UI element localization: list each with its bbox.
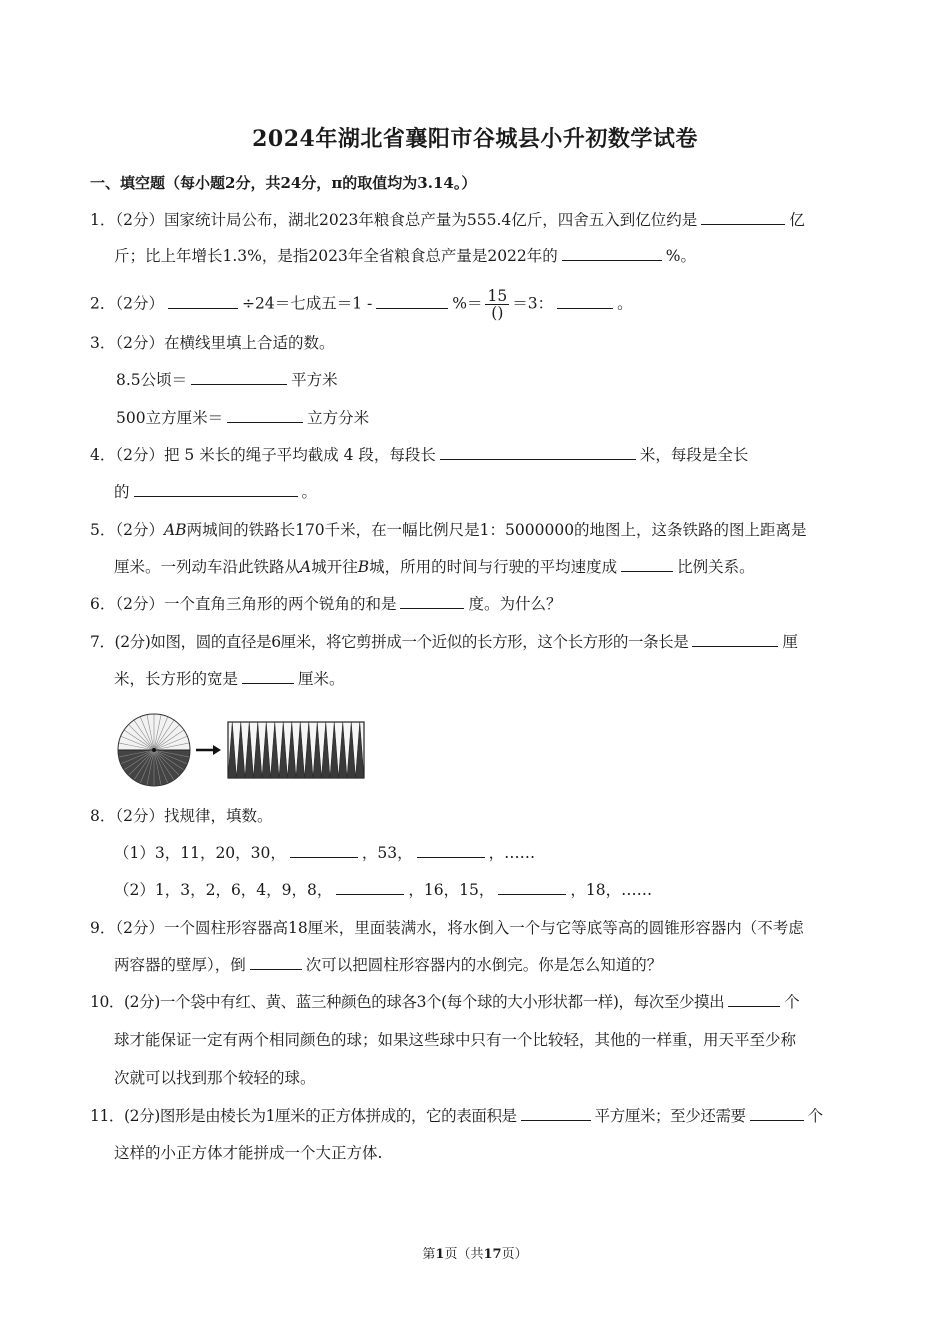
question-11-line-1 xyxy=(90,1106,823,1126)
q8-row2-text-b: ，16，15， xyxy=(408,881,495,899)
q4-text-a: 4．（2分）把 5 米长的绳子平均截成 4 段，每段长 xyxy=(90,446,436,464)
q5-ab: AB xyxy=(163,521,187,539)
q11-blank-2[interactable] xyxy=(750,1106,804,1121)
question-10-line-1 xyxy=(90,992,799,1012)
q2-part-3: ＝3： xyxy=(512,294,554,313)
q9-text-b: 次可以把圆柱形容器内的水倒完。你是怎么知道的？ xyxy=(305,956,663,974)
question-10-line-3: 次就可以找到那个较轻的球。 xyxy=(114,1069,316,1087)
q8-row1-text-c: ，…… xyxy=(488,844,536,862)
q5-city-a: A xyxy=(300,558,312,576)
question-5-line-1 xyxy=(90,520,807,540)
question-1-line-1 xyxy=(90,210,805,230)
question-1-line-2 xyxy=(114,246,696,266)
page-title: 2024年湖北省襄阳市谷城县小升初数学试卷 xyxy=(252,126,698,152)
q3-blank-1[interactable] xyxy=(191,370,287,385)
q8-blank-2[interactable] xyxy=(417,843,485,858)
section-heading: 一、填空题（每小题2分，共24分，π的取值均为3.14。） xyxy=(90,174,477,192)
q5-text-a: 两城间的铁路长170千米，在一幅比例尺是1：5000000的地图上，这条铁路的图上距离是 xyxy=(186,521,807,539)
q5-blank-1[interactable] xyxy=(621,557,673,572)
q3-row2-text-a: 500立方厘米＝ xyxy=(116,409,224,427)
q2-blank-3[interactable] xyxy=(557,294,613,309)
q2-prefix: 2．（2分） xyxy=(90,294,164,313)
page-footer xyxy=(0,1243,950,1262)
footer-page-number: 1 xyxy=(435,1247,445,1262)
q11-text-a: 11．(2分)图形是由棱长为1厘米的正方体拼成的，它的表面积是 xyxy=(90,1107,517,1125)
q2-blank-1[interactable] xyxy=(168,294,238,309)
q5-text-d: 城，所用的时间与行驶的平均速度成 xyxy=(369,558,618,576)
q11-text-b: 平方厘米；至少还需要 xyxy=(594,1107,746,1125)
q10-text-b: 个 xyxy=(784,993,800,1011)
q11-blank-1[interactable] xyxy=(521,1106,591,1121)
sector-circle xyxy=(118,714,190,786)
q8-blank-1[interactable] xyxy=(290,843,358,858)
q2-fraction-denominator[interactable]: () xyxy=(491,304,504,322)
q2-fraction xyxy=(485,288,509,321)
q6-blank-1[interactable] xyxy=(400,594,464,609)
q3-row1-text-b: 平方米 xyxy=(291,371,338,389)
question-6-line xyxy=(90,594,562,614)
q5-prefix: 5．（2分） xyxy=(90,521,164,539)
question-3-line-1: 3．（2分）在横线里填上合适的数。 xyxy=(90,334,335,352)
q7-blank-1[interactable] xyxy=(692,632,778,647)
q4-text-c: 的 xyxy=(114,483,130,501)
q3-row2-text-b: 立方分米 xyxy=(307,409,370,427)
q9-blank-1[interactable] xyxy=(250,955,302,970)
q8-row1-text-a: （1）3，11，20，30， xyxy=(114,844,286,862)
q8-blank-3[interactable] xyxy=(336,880,404,895)
question-5-line-2 xyxy=(114,557,755,577)
q7-text-c: 米，长方形的宽是 xyxy=(114,670,239,688)
question-2-line xyxy=(90,288,633,321)
question-4-line-1 xyxy=(90,445,748,465)
q4-text-d: 。 xyxy=(301,483,318,501)
question-3-row-1 xyxy=(116,370,338,390)
q7-blank-2[interactable] xyxy=(242,669,294,684)
footer-text-c: 页） xyxy=(501,1247,528,1262)
q7-text-a: 7．(2分)如图，圆的直径是6厘米，将它剪拼成一个近似的长方形，这个长方形的一条长是 xyxy=(90,633,689,651)
q5-text-b: 厘米。一列动车沿此铁路从 xyxy=(114,558,301,576)
q7-text-b: 厘 xyxy=(782,633,798,651)
question-11-line-2: 这样的小正方体才能拼成一个大正方体. xyxy=(114,1144,383,1162)
q6-text-a: 6．（2分）一个直角三角形的两个锐角的和是 xyxy=(90,595,397,613)
q10-blank-1[interactable] xyxy=(728,992,780,1007)
question-9-line-1: 9．（2分）一个圆柱形容器高18厘米，里面装满水，将水倒入一个与它等底等高的圆锥形容器内（不考虑 xyxy=(90,919,804,937)
q4-text-b: 米，每段是全长 xyxy=(639,446,749,464)
q3-blank-2[interactable] xyxy=(227,408,303,423)
q4-blank-1[interactable] xyxy=(440,445,636,460)
q8-row2-text-c: ，18，…… xyxy=(570,881,653,899)
question-10-line-2: 球才能保证一定有两个相同颜色的球；如果这些球中只有一个比较轻，其他的一样重，用天平至少称 xyxy=(114,1031,797,1049)
question-3-row-2 xyxy=(116,408,369,428)
question-9-line-2 xyxy=(114,955,662,975)
q1-text-b: 亿 xyxy=(789,211,805,229)
q2-part-2: %＝ xyxy=(452,294,483,313)
q5-text-c: 城开往 xyxy=(311,558,358,576)
q8-row2-text-a: （2）1，3，2，6，4，9，8， xyxy=(114,881,333,899)
q2-end: 。 xyxy=(617,294,633,313)
question-8-row-2 xyxy=(114,880,652,900)
q9-text-a: 两容器的壁厚），倒 xyxy=(114,956,246,974)
q7-text-d: 厘米。 xyxy=(298,670,345,688)
question-4-line-2 xyxy=(114,482,317,502)
question-8-line-1: 8．（2分）找规律，填数。 xyxy=(90,807,273,825)
q1-blank-2[interactable] xyxy=(562,246,662,261)
q2-blank-2[interactable] xyxy=(376,294,448,309)
q2-fraction-numerator: 15 xyxy=(487,287,508,305)
footer-text-b: 页（共 xyxy=(444,1247,484,1262)
approximate-rectangle xyxy=(228,722,364,778)
q11-text-c: 个 xyxy=(807,1107,823,1125)
q1-text-c: 斤；比上年增长1.3%，是指2023年全省粮食总产量是2022年的 xyxy=(114,247,558,265)
q1-text-d: %。 xyxy=(665,247,697,265)
question-7-line-1 xyxy=(90,632,798,652)
footer-total-pages: 17 xyxy=(483,1247,502,1262)
q8-blank-4[interactable] xyxy=(498,880,566,895)
q2-part-1: ÷24＝七成五＝1 - xyxy=(241,294,373,313)
q5-text-e: 比例关系。 xyxy=(677,558,755,576)
arrow-icon xyxy=(196,745,221,755)
q4-blank-2[interactable] xyxy=(134,482,298,497)
q5-city-b: B xyxy=(357,558,370,576)
q1-blank-1[interactable] xyxy=(701,210,785,225)
question-7-line-2 xyxy=(114,669,345,689)
q10-text-a: 10．(2分)一个袋中有红、黄、蓝三种颜色的球各3个(每个球的大小形状都一样)，每次至少摸出 xyxy=(90,993,725,1011)
footer-text-a: 第 xyxy=(422,1247,436,1262)
q3-row1-text-a: 8.5公顷＝ xyxy=(116,371,188,389)
q6-text-b: 度。为什么？ xyxy=(468,595,562,613)
circle-to-rectangle-figure xyxy=(116,712,366,787)
q1-text-a: 1．（2分）国家统计局公布，湖北2023年粮食总产量为555.4亿斤，四舍五入到亿位约是 xyxy=(90,211,698,229)
question-8-row-1 xyxy=(114,843,535,863)
q8-row1-text-b: ，53， xyxy=(361,844,413,862)
